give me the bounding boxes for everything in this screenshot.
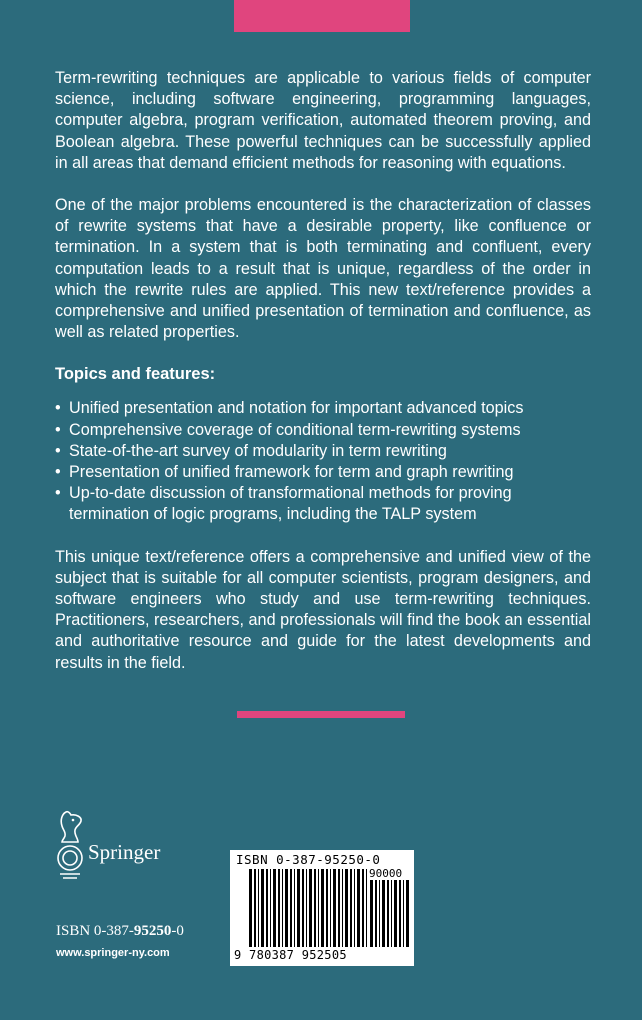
barcode-bar [330,869,331,947]
feature-item: • Presentation of unified framework for term and graph rewriting [55,462,591,483]
barcode-bar [362,869,364,947]
barcode-bar [387,880,389,947]
barcode-bar [350,869,352,947]
barcode-addon-number: 90000 [369,867,403,880]
barcode-bar [382,880,385,947]
barcode-bar [306,869,307,947]
barcode-bar [302,869,304,947]
isbn-number: ISBN 0-387-95250-0 [56,923,184,939]
barcode-bar [326,869,328,947]
barcode-bar [309,869,312,947]
back-cover-text [55,68,591,695]
feature-item: • Up-to-date discussion of transformational methods for proving termination of logic programs, including the TALP system [55,483,591,525]
barcode-addon-bars [369,880,409,947]
middle-accent-bar [237,711,405,718]
barcode-bar [261,869,264,947]
barcode-bar [290,869,292,947]
barcode-bar [297,869,300,947]
barcode-bar [391,880,392,947]
barcode-bars [248,869,368,947]
springer-logo [54,808,204,884]
barcode-bar [270,869,271,947]
barcode-bar [321,869,324,947]
closing-paragraph: This unique text/reference offers a comprehensive and unified view of the subject that is suitable for all computer scientists, program designers, and software engineers who study and use term-rewriting techniques. Practitioners, researchers, and professionals will find the book an essential and authoritative resource and guide for the latest developments and results in the field. [55,547,591,672]
barcode-bar [406,880,409,947]
barcode-bar [403,880,404,947]
barcode-bar [266,869,268,947]
problem-paragraph: One of the major problems encountered is the characterization of classes of rewrite systems that have a desirable property, like confluence or termination. In a system that is both terminating and confluent, every computation leads to a result that is unique, regardless of the order in which the rewrite rules are applied. This new text/reference provides a comprehensive and unified presentation of termination and confluence, as well as related properties. [55,196,591,342]
barcode-bar [282,869,283,947]
barcode-bar [314,869,316,947]
barcode-bar [258,869,259,947]
barcode-bar [338,869,340,947]
barcode-bar [278,869,280,947]
barcode-bar [366,869,367,947]
barcode-isbn: ISBN 0-387-95250-0 [236,852,381,867]
barcode-bar [285,869,288,947]
barcode-ean: 9 780387 952505 [234,948,347,962]
barcode-bar [379,880,380,947]
feature-item: • Unified presentation and notation for important advanced topics [55,398,591,419]
barcode-bar [345,869,348,947]
barcode-bar [370,880,373,947]
barcode-bar [273,869,276,947]
barcode-bar [254,869,256,947]
feature-item: • State-of-the-art survey of modularity in term rewriting [55,441,591,462]
barcode-bar [318,869,319,947]
publisher-website[interactable]: www.springer-ny.com [56,947,170,959]
feature-item: • Comprehensive coverage of conditional term-rewriting systems [55,420,591,441]
barcode-bar [354,869,355,947]
chess-knight-icon [54,808,86,884]
barcode-bar [375,880,377,947]
barcode-bar [333,869,336,947]
barcode-bar [357,869,360,947]
barcode-bar [294,869,295,947]
top-accent-bar [234,0,410,32]
topics-heading: Topics and features: [55,365,216,384]
features-list [55,398,591,525]
barcode-bar [399,880,401,947]
barcode-bar [394,880,397,947]
publisher-name: Springer [88,840,161,864]
barcode-bar [342,869,343,947]
intro-paragraph: Term-rewriting techniques are applicable to various fields of computer science, including software engineering, programming languages, computer algebra, program verification, automated theorem proving, and Boolean algebra. These powerful techniques can be successfully applied in all areas that demand efficient methods for reasoning with equations. [55,69,591,172]
barcode [230,850,414,966]
barcode-bar [249,869,252,947]
